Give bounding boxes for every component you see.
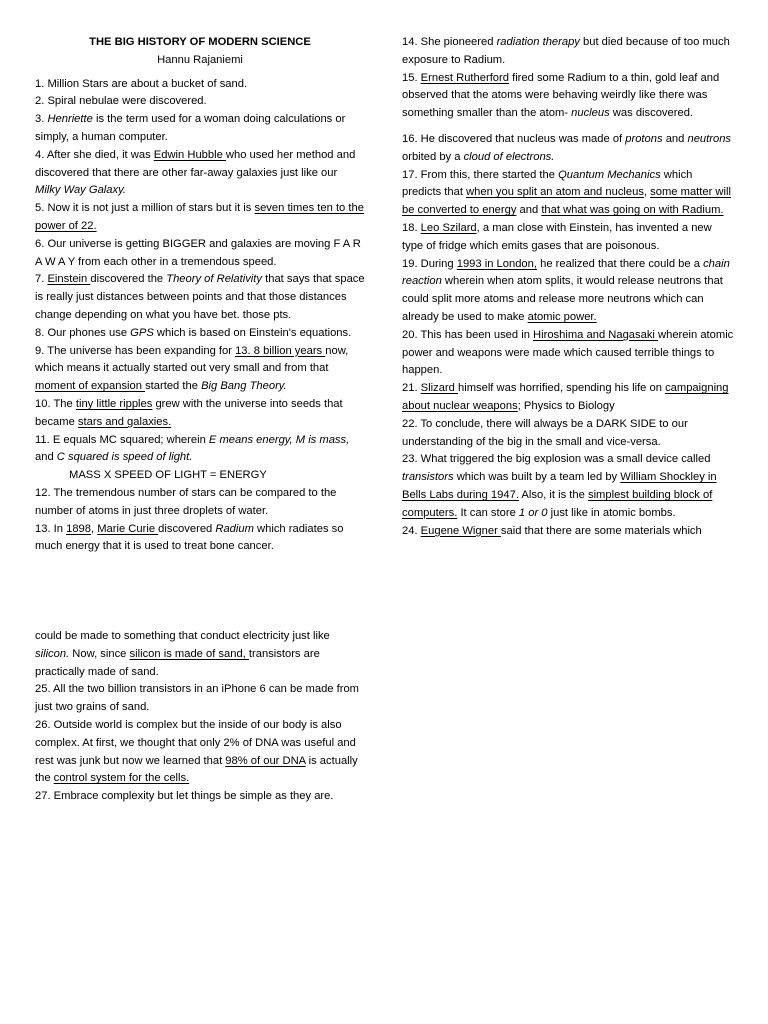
list-item [35,432,365,468]
underlined-text: Marie Curie [97,522,159,535]
italic-text: protons [625,132,663,145]
italic-text: Big Bang Theory. [201,380,287,393]
text-run: 1. Million Stars are about a bucket of sand. [35,77,248,90]
text-run: 4. After she died, it was [35,148,154,161]
text-run: 17. From this, there started the [402,168,559,181]
italic-text: 1 or 0 [518,506,548,519]
list-item [402,416,734,452]
text-run: 21. [402,382,421,395]
text-run: , [643,186,651,199]
list-item [402,220,734,256]
underlined-text: seven times ten to the power of 22. [35,202,364,232]
italic-text: E means energy, M is mass, [208,433,350,446]
right-column [402,34,734,540]
italic-text: Quantum Mechanics [558,168,661,181]
list-item [35,200,365,236]
underlined-text: control system for the cells. [53,772,190,785]
underlined-text: stars and galaxies. [77,415,172,428]
underlined-text: 13. 8 billion years [235,344,326,357]
italic-text: transistors [402,471,454,484]
text-run: that says that space is really just distances between points and that those distances change depending on what you have bet. those pts. [35,273,365,321]
text-run: grew with the universe into seeds that became [35,397,343,428]
text-run: 20. This has been used in [402,328,534,341]
underlined-text: campaigning about nuclear weapons [402,382,729,412]
text-run: discovered the [90,273,167,286]
text-run: wherein when atom splits, it would release neutrons that could split more atoms and release more neutrons which can already be used to make [402,275,723,323]
list-item [35,343,365,396]
text-run: discovered [158,522,216,535]
underlined-text: when you split an atom and nucleus [466,186,644,199]
list-item [402,131,734,167]
list-item [35,467,365,485]
text-run: It can store [457,506,519,519]
text-run: is the term used for a woman doing calculations or simply, a human computer. [35,113,346,143]
text-run: he realized that there could be a [537,257,704,270]
left-column-items [35,76,365,557]
list-item [35,628,365,681]
text-run: 11. E equals MC squared; wherein [35,433,209,446]
list-item [402,327,734,380]
text-run: could be made to something that conduct electricity just like [35,630,330,642]
list-item [402,256,734,327]
text-run: 27. Embrace complexity but let things be simple as they are. [35,790,334,803]
list-item [402,70,734,123]
list-item [402,34,734,70]
text-run: is actually the [35,754,358,785]
italic-text: GPS [130,326,154,339]
underlined-text: simplest building block of computers. [402,488,713,519]
italic-text: Henriette [47,113,93,126]
underlined-text: Eugene Wigner [420,524,501,537]
text-run: 23. What triggered the big explosion was a small device called [402,453,711,466]
italic-text: silicon. [35,647,70,660]
text-run: Now, since [69,647,130,660]
text-run: 14. She pioneered [402,36,497,48]
text-run: but died because of too much exposure to Radium. [402,36,730,66]
list-item [35,396,365,432]
underlined-text: atomic power. [527,310,597,323]
list-item [402,380,734,416]
underlined-text: Ernest Rutherford [420,71,509,84]
text-run: which was built by a team led by [453,471,621,484]
italic-text: chain reaction [402,257,730,288]
text-run: now, which means it actually started out very small and from that [35,344,349,375]
list-item [35,147,365,200]
text-run: 7. [35,273,48,286]
italic-text: Radium [215,522,254,535]
text-run: which radiates so much energy that it is used to treat bone cancer. [35,522,344,553]
list-item [35,111,365,147]
text-run: 24. [402,524,421,537]
text-run: 16. He discovered that nucleus was made of [402,132,626,145]
text-run: fired some Radium to a thin, gold leaf and observed that the atoms were behaving weirdly like there was something smaller than the atom- [402,71,720,120]
underlined-text: 1993 in London, [456,257,537,270]
italic-text: nucleus [571,107,610,120]
list-item [35,93,365,111]
underlined-text: 98% of our DNA [225,754,306,767]
underlined-text: William Shockley in Bells Labs during 1947. [402,471,717,501]
text-run: 10. The [35,397,76,410]
underlined-text: that what was going on with Radium. [541,204,724,217]
text-run: just like in atomic bombs. [547,506,676,519]
underlined-text: 1898 [66,522,91,535]
text-run: , [91,522,98,535]
text-run: , a man close with Einstein, has invented a new type of fridge which emits gases that are poisonous. [402,221,712,252]
document-author: Hannu Rajaniemi [157,53,243,66]
text-run: and [662,132,688,145]
text-run: 2. Spiral nebulae were discovered. [35,95,207,108]
italic-text: Milky Way Galaxy. [35,184,126,197]
text-run: 22. To conclude, there will always be a DARK SIDE to our understanding of the big in the small and vice-versa. [402,417,688,448]
underlined-text: tiny little ripples [75,397,153,410]
text-run: wherein atomic power and weapons were made which caused terrible things to happen. [402,328,734,377]
list-item [35,681,365,717]
text-run: ; Physics to Biology [517,399,615,412]
text-run: and [516,204,542,217]
underlined-text: Slizard [420,382,458,395]
right-column-items [402,34,734,540]
text-run: orbited by a [402,150,464,163]
italic-text: cloud of electrons. [463,150,555,163]
underlined-text: silicon is made of sand, [129,647,249,660]
list-item [35,717,365,788]
underlined-text: Einstein [47,273,91,286]
text-run: 8. Our phones use [35,326,131,339]
document-title: THE BIG HISTORY OF MODERN SCIENCE [89,36,311,48]
continuation-items [35,628,365,806]
italic-text: Theory of Relativity [166,273,262,286]
text-run: 6. Our universe is getting BIGGER and galaxies are moving F A R A W A Y from each other in a tremendous speed. [35,237,361,268]
list-item [35,485,365,521]
text-run: 3. [35,113,48,126]
list-item [402,451,734,522]
text-run: which predicts that [402,168,693,199]
text-run: Also, it is the [518,488,588,501]
text-run: transistors are practically made of sand. [35,647,320,678]
list-item [35,521,365,557]
left-column [35,34,365,556]
text-run: 9. The universe has been expanding for [35,344,236,357]
text-run: 25. All the two billion transistors in an iPhone 6 can be made from just two grains of sand. [35,683,359,714]
underlined-text: Hiroshima and Nagasaki [533,328,659,341]
text-run: who used her method and discovered that there are other far-away galaxies just like our [35,148,356,179]
underlined-text: Leo Szilard [420,221,477,234]
underlined-text: some matter will be converted to energy [402,186,731,217]
list-item [35,271,365,324]
text-run: which is based on Einstein's equations. [153,326,352,339]
text-run: and [35,451,57,464]
text-run: MASS X SPEED OF LIGHT = ENERGY [69,469,267,482]
text-run: started the [145,380,202,393]
text-run: 19. During [402,257,457,270]
italic-text: radiation therapy [496,36,580,48]
text-run: 26. Outside world is complex but the inside of our body is also complex. At first, we thought that only 2% of DNA was useful and rest was junk but now we learned that [35,718,356,767]
list-item [35,788,365,806]
italic-text: C squared is speed of light. [56,451,193,464]
list-item [35,76,365,94]
text-run: 18. [402,221,421,234]
list-item [35,236,365,272]
text-run: 12. The tremendous number of stars can be compared to the number of atoms in just three droplets of water. [35,486,337,517]
list-item [402,523,734,541]
text-run: himself was horrified, spending his life on [457,382,666,395]
italic-text: neutrons [687,132,732,145]
underlined-text: Edwin Hubble [153,148,226,161]
text-run: 15. [402,71,421,84]
list-item [35,325,365,343]
text-run: 13. In [35,522,67,535]
text-run: was discovered. [609,107,694,120]
list-item [402,167,734,220]
text-run: said that there are some materials which [500,524,702,537]
text-run: 5. Now it is not just a million of stars but it is [35,202,255,215]
underlined-text: moment of expansion [35,380,146,393]
continuation-column [35,628,365,806]
